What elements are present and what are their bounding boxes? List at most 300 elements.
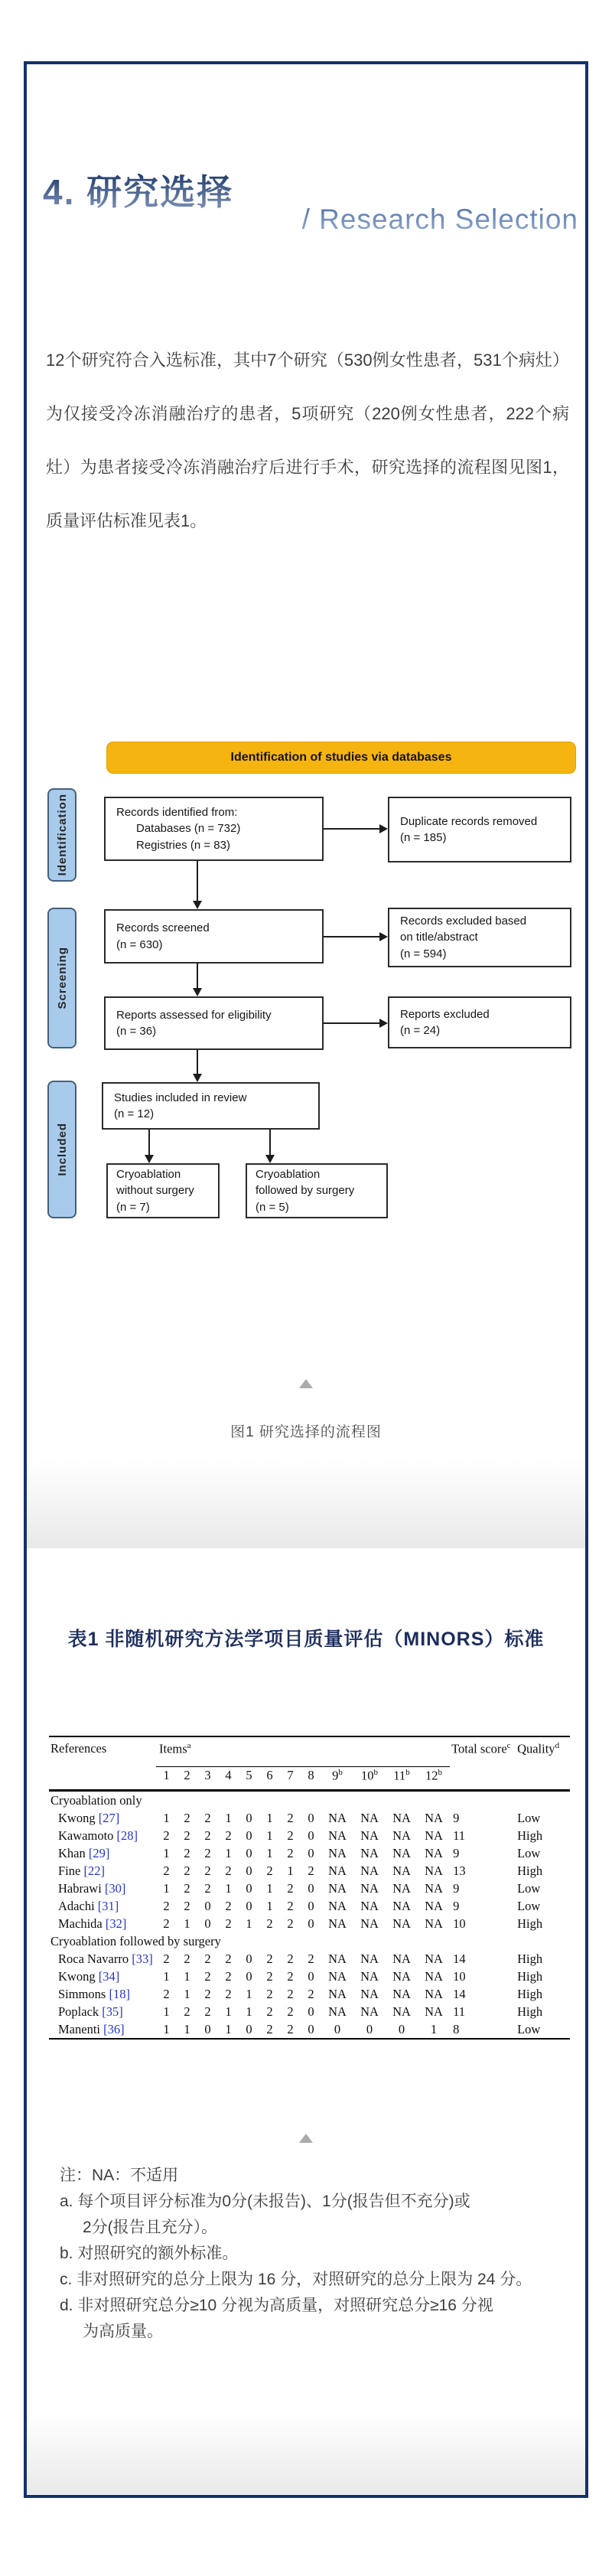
item-score-cell: NA [392, 1916, 411, 1931]
flow-box-line: Registries (n = 83) [136, 838, 230, 852]
footnote-line: d. 非对照研究总分≥10 分视为高质量，对照研究总分≥16 分视 [60, 2297, 493, 2314]
flow-box-line: Records excluded based [400, 915, 527, 928]
item-number-header: 7 [287, 1768, 294, 1782]
reference-cell [49, 1844, 156, 1862]
item-score-cell: 0 [246, 1898, 252, 1913]
table-row [49, 2003, 570, 2020]
item-score-cell: NA [360, 1845, 379, 1860]
flowchart-banner: Identification of studies via databases [106, 742, 576, 774]
item-score-cell: 1 [246, 1986, 252, 2001]
item-score-cell: 2 [225, 1828, 232, 1843]
table-section-label: Cryoablation followed by surgery [50, 1933, 221, 1948]
table-section-row [49, 1791, 570, 1810]
quality-cell: High [517, 1986, 543, 2001]
item-score-cell: 2 [225, 1951, 232, 1966]
flow-box-line: Reports excluded [400, 1007, 490, 1021]
flow-box-line: without surgery [116, 1184, 194, 1198]
item-score-cell: 2 [308, 1951, 314, 1966]
item-score-cell: 1 [246, 2004, 252, 2019]
flow-box-line: Databases (n = 732) [136, 822, 241, 836]
reference-cell [49, 1985, 156, 2003]
flow-box-studies-included [102, 1082, 320, 1130]
intro-paragraph: 12个研究符合入选标准，其中7个研究（530例女性患者，531个病灶）为仅接受冷冻消融治疗的患者，5项研究（220例女性患者，222个病灶）为患者接受冷冻消融治疗后进行手术，研究选择的流程图见图1，质量评估标准见表1。 [46, 351, 569, 530]
item-score-cell: 2 [225, 1898, 232, 1913]
item-number-header: 8 [308, 1768, 314, 1782]
footnote-marker: b [438, 1768, 443, 1777]
table-body-group1 [49, 1809, 570, 1932]
reference-name: Roca Navarro [58, 1951, 129, 1966]
item-score-cell: 0 [246, 2021, 252, 2036]
total-score-cell: 11 [453, 1828, 465, 1843]
citation-number: [31] [97, 1898, 119, 1913]
item-score-cell: NA [425, 1828, 443, 1843]
reference-cell [49, 1862, 156, 1880]
item-number-header: 5 [246, 1768, 252, 1782]
item-score-cell: NA [392, 1880, 411, 1896]
item-score-cell: 2 [204, 1986, 211, 2001]
footnote-line: 为高质量。 [83, 2323, 163, 2340]
item-score-cell: 0 [204, 1916, 211, 1931]
right-arrow-icon [324, 828, 379, 830]
quality-cell: High [517, 1916, 543, 1931]
item-score-cell: 2 [287, 1951, 294, 1966]
item-score-cell: 2 [204, 1968, 211, 1984]
item-score-cell: NA [425, 1968, 443, 1984]
quality-cell: High [517, 1951, 543, 1966]
item-score-cell: 1 [163, 1810, 170, 1825]
flow-box-records-excluded [388, 908, 571, 967]
figure-caption: 图1 研究选择的流程图 [230, 1424, 382, 1440]
reference-name: Kawamoto [58, 1828, 114, 1843]
flow-box-line: Studies included in review [114, 1091, 247, 1104]
item-score-cell: NA [328, 1951, 347, 1966]
total-score-cell: 9 [453, 1898, 460, 1913]
item-score-cell: NA [425, 1880, 443, 1896]
section-divider-gradient [27, 1459, 585, 1548]
item-score-cell: NA [392, 1898, 411, 1913]
item-score-cell: 2 [225, 1986, 232, 2001]
flow-box-line: (n = 185) [400, 831, 447, 844]
item-score-cell: 1 [266, 1845, 273, 1860]
item-score-cell: NA [328, 1916, 347, 1931]
item-score-cell: 0 [308, 1968, 314, 1984]
footnote-line: c. 非对照研究的总分上限为 16 分，对照研究的总分上限为 24 分。 [60, 2271, 532, 2288]
total-score-cell: 9 [453, 1810, 460, 1825]
footnote-line: b. 对照研究的额外标准。 [60, 2245, 239, 2262]
item-score-cell: 0 [246, 1863, 252, 1878]
table-row [49, 1950, 570, 1968]
item-score-cell: 2 [266, 1916, 273, 1931]
flow-box-cryoablation-followed-by-surgery [246, 1163, 388, 1218]
item-score-cell: 0 [246, 1880, 252, 1896]
table-title: 表1 非随机研究方法学项目质量评估（MINORS）标准 [67, 1629, 545, 1650]
quality-cell: Low [517, 1880, 541, 1896]
item-score-cell: 2 [184, 1880, 190, 1896]
table-row [49, 1880, 570, 1897]
item-score-cell: NA [425, 1845, 443, 1860]
item-score-cell: NA [392, 1845, 411, 1860]
item-number-header [353, 1767, 386, 1791]
column-header-items [156, 1736, 450, 1767]
item-score-cell: NA [328, 1898, 347, 1913]
down-arrow-icon [197, 1050, 198, 1074]
item-score-cell: NA [360, 1916, 379, 1931]
item-score-cell: 0 [246, 1845, 252, 1860]
item-score-cell: 0 [246, 1810, 252, 1825]
flow-box-line: (n = 36) [116, 1025, 157, 1038]
item-score-cell: NA [360, 1986, 379, 2001]
collapse-triangle-icon [299, 2134, 313, 2143]
total-score-cell: 8 [453, 2021, 460, 2036]
total-score-cell: 14 [453, 1951, 466, 1966]
right-arrow-icon [324, 936, 379, 937]
item-score-cell: 2 [163, 1916, 170, 1931]
flow-box-line: (n = 630) [116, 937, 163, 951]
citation-number: [36] [103, 2021, 125, 2036]
footnote-marker: a [187, 1741, 191, 1750]
item-score-cell: 2 [287, 1986, 294, 2001]
reference-name: Adachi [58, 1898, 95, 1913]
item-score-cell: NA [425, 1916, 443, 1931]
item-number-header: 1 [163, 1768, 170, 1782]
table-row [49, 1862, 570, 1880]
item-score-cell: 0 [308, 1810, 314, 1825]
item-score-cell: 0 [366, 2021, 373, 2036]
reference-cell [49, 2020, 156, 2039]
item-score-cell: NA [360, 1951, 379, 1966]
item-score-cell: 2 [184, 1828, 190, 1843]
table-row [49, 1915, 570, 1932]
item-score-cell: NA [392, 2004, 411, 2019]
flow-box-line: (n = 7) [116, 1200, 150, 1214]
citation-number: [18] [109, 1986, 130, 2001]
item-score-cell: 2 [184, 1845, 190, 1860]
page-bottom-gradient [27, 2412, 585, 2494]
flow-box-duplicates-removed [388, 797, 571, 862]
item-score-cell: 2 [184, 1951, 190, 1966]
column-header-quality [516, 1736, 570, 1791]
section-title-chinese: 4. 研究选择 [43, 165, 233, 215]
flow-box-line: (n = 5) [256, 1200, 289, 1214]
item-score-cell: NA [425, 1810, 443, 1825]
table-row [49, 2020, 570, 2039]
item-score-cell: NA [425, 1986, 443, 2001]
item-score-cell: 1 [225, 1845, 232, 1860]
item-score-cell: 2 [287, 1968, 294, 1984]
citation-number: [32] [105, 1916, 127, 1931]
item-score-cell: NA [392, 1986, 411, 2001]
citation-number: [22] [83, 1863, 105, 1878]
item-score-cell: 1 [430, 2021, 438, 2036]
item-score-cell: 1 [184, 2021, 190, 2036]
citation-number: [28] [116, 1828, 138, 1843]
item-score-cell: NA [425, 1898, 443, 1913]
item-score-cell: 1 [184, 1968, 190, 1984]
flow-box-records-screened [104, 909, 324, 964]
flow-box-line: Cryoablation [256, 1168, 321, 1182]
item-score-cell: 2 [308, 1863, 314, 1878]
down-arrow-icon [197, 964, 198, 988]
item-score-cell: 0 [308, 1880, 314, 1896]
item-score-cell: 2 [287, 2004, 294, 2019]
item-score-cell: 2 [184, 1863, 190, 1878]
reference-name: Simmons [58, 1986, 106, 2001]
citation-number: [33] [132, 1951, 153, 1966]
item-score-cell: 1 [225, 1880, 232, 1896]
item-score-cell: NA [392, 1968, 411, 1984]
item-score-cell: 1 [163, 2021, 170, 2036]
item-score-cell: 2 [184, 2004, 190, 2019]
item-score-cell: NA [360, 1863, 379, 1878]
item-score-cell: 2 [266, 1986, 273, 2001]
item-number-header: 3 [204, 1768, 211, 1782]
footnote-marker: c [506, 1741, 511, 1750]
item-score-cell: 1 [225, 2004, 232, 2019]
item-score-cell: NA [392, 1810, 411, 1825]
section-title-english: / Research Selection [301, 204, 578, 235]
item-score-cell: 0 [308, 1828, 314, 1843]
reference-cell [49, 1897, 156, 1915]
quality-cell: High [517, 1968, 543, 1984]
stage-label-identification [47, 788, 76, 882]
footnote-marker: b [338, 1768, 343, 1777]
item-score-cell: 1 [225, 2021, 232, 2036]
item-score-cell: 1 [184, 1916, 190, 1931]
item-score-cell: 2 [266, 1863, 273, 1878]
reference-cell [49, 1809, 156, 1827]
flow-box-reports-assessed [104, 996, 324, 1050]
item-number-header [386, 1767, 418, 1791]
reference-cell [49, 1827, 156, 1844]
item-number-header: 4 [225, 1768, 232, 1782]
item-score-cell: 0 [308, 1845, 314, 1860]
stage-label-screening [47, 908, 76, 1048]
item-score-cell: 2 [266, 2021, 273, 2036]
item-score-cell: 2 [204, 1863, 211, 1878]
item-score-cell: 1 [163, 1880, 170, 1896]
footnote-line: 2分(报告且充分）。 [83, 2219, 218, 2236]
item-score-cell: 0 [246, 1951, 252, 1966]
item-score-cell: 1 [163, 1845, 170, 1860]
item-number: 9 [332, 1768, 339, 1783]
item-score-cell: NA [425, 1951, 443, 1966]
item-score-cell: 2 [287, 1828, 294, 1843]
flow-box-line: Cryoablation [116, 1168, 181, 1182]
item-score-cell: 0 [308, 2021, 314, 2036]
item-score-cell: 1 [163, 1968, 170, 1984]
item-score-cell: 2 [163, 1828, 170, 1843]
citation-number: [27] [98, 1810, 120, 1825]
footnote-line: a. 每个项目评分标准为0分(未报告)、1分(报告但不充分)或 [60, 2193, 470, 2210]
item-score-cell: 2 [204, 1880, 211, 1896]
down-arrow-icon [148, 1130, 150, 1155]
item-score-cell: 2 [225, 1863, 232, 1878]
item-score-cell: NA [328, 1863, 347, 1878]
table-section-row [49, 1932, 570, 1950]
citation-number: [35] [102, 2004, 123, 2019]
flow-box-line: followed by surgery [256, 1184, 355, 1198]
quality-cell: Low [517, 1898, 541, 1913]
total-score-cell: 10 [453, 1916, 466, 1931]
right-arrow-icon [324, 1022, 379, 1024]
item-score-cell: 0 [204, 1898, 211, 1913]
item-score-cell: NA [360, 1968, 379, 1984]
item-score-cell: 2 [184, 1810, 190, 1825]
item-score-cell: 2 [204, 1951, 211, 1966]
item-score-cell: NA [328, 1810, 347, 1825]
reference-name: Khan [58, 1845, 86, 1860]
quality-cell: Low [517, 1810, 541, 1825]
item-number: 11 [393, 1768, 406, 1783]
footnote-marker: b [373, 1768, 378, 1777]
reference-cell [49, 2003, 156, 2020]
item-score-cell: 2 [225, 1968, 232, 1984]
footnote-line: 注：NA：不适用 [60, 2167, 179, 2184]
item-score-cell: 2 [163, 1986, 170, 2001]
item-score-cell: 2 [287, 1845, 294, 1860]
footnote-marker: d [555, 1741, 560, 1750]
item-score-cell: 0 [308, 1898, 314, 1913]
reference-cell [49, 1950, 156, 1968]
collapse-triangle-icon [299, 1379, 313, 1388]
reference-name: Manenti [58, 2021, 100, 2036]
item-score-cell: 2 [204, 2004, 211, 2019]
item-score-cell: 0 [246, 1968, 252, 1984]
item-score-cell: 0 [308, 2004, 314, 2019]
item-score-cell: NA [360, 1828, 379, 1843]
item-score-cell: NA [360, 1880, 379, 1896]
item-score-cell: NA [425, 1863, 443, 1878]
item-number-header [418, 1767, 450, 1791]
reference-cell [49, 1915, 156, 1932]
item-score-cell: 1 [266, 1898, 273, 1913]
item-score-cell: 1 [246, 1916, 252, 1931]
reference-name: Fine [58, 1863, 81, 1878]
column-header-total-label: Total score [451, 1741, 507, 1756]
item-score-cell: NA [360, 2004, 379, 2019]
minors-table [49, 1736, 570, 2040]
reference-name: Poplack [58, 2004, 99, 2019]
table-row [49, 1827, 570, 1844]
flow-box-line: Records identified from: [116, 806, 238, 820]
column-header-total-score [450, 1736, 516, 1791]
item-number-header [321, 1767, 353, 1791]
item-score-cell: 0 [246, 1828, 252, 1843]
reference-cell [49, 1968, 156, 1985]
column-header-items-label: Items [159, 1741, 187, 1756]
flow-box-line: on title/abstract [400, 931, 478, 944]
item-score-cell: 0 [204, 2021, 211, 2036]
item-score-cell: 2 [225, 1916, 232, 1931]
table-row [49, 1844, 570, 1862]
total-score-cell: 11 [453, 2004, 465, 2019]
item-score-cell: 2 [163, 1951, 170, 1966]
reference-cell [49, 1880, 156, 1897]
down-arrow-icon [197, 861, 198, 901]
reference-name: Machida [58, 1916, 103, 1931]
footnote-marker: b [405, 1768, 410, 1777]
citation-number: [34] [98, 1968, 120, 1984]
table-row [49, 1809, 570, 1827]
item-number-header: 6 [266, 1768, 273, 1782]
item-score-cell: 2 [287, 2021, 294, 2036]
item-score-cell: 2 [308, 1986, 314, 2001]
stage-label-text: Screening [55, 947, 69, 1009]
item-score-cell: NA [328, 1845, 347, 1860]
item-score-cell: NA [328, 1828, 347, 1843]
item-score-cell: 2 [287, 1916, 294, 1931]
item-score-cell: 1 [163, 2004, 170, 2019]
quality-cell: High [517, 2004, 543, 2019]
table-section-label: Cryoablation only [50, 1792, 142, 1808]
item-score-cell: NA [328, 1968, 347, 1984]
item-score-cell: NA [392, 1951, 411, 1966]
flow-box-line: (n = 24) [400, 1024, 441, 1037]
column-header-references: References [50, 1741, 107, 1756]
item-score-cell: 1 [225, 1810, 232, 1825]
item-score-cell: 2 [266, 1951, 273, 1966]
item-score-cell: 1 [184, 1986, 190, 2001]
down-arrow-icon [269, 1130, 271, 1155]
citation-number: [29] [88, 1845, 110, 1860]
flow-box-line: (n = 594) [400, 947, 447, 960]
table-row [49, 1985, 570, 2003]
item-score-cell: NA [360, 1898, 379, 1913]
table-row [49, 1968, 570, 1985]
total-score-cell: 14 [453, 1986, 466, 2001]
reference-name: Kwong [58, 1810, 96, 1825]
item-score-cell: 2 [184, 1898, 190, 1913]
flow-box-line: Duplicate records removed [400, 814, 538, 828]
stage-label-included [47, 1081, 76, 1218]
item-score-cell: 0 [334, 2021, 341, 2036]
item-number-header: 2 [184, 1768, 190, 1782]
table-header [49, 1736, 570, 1791]
table-footnotes [60, 2163, 572, 2345]
item-score-cell: 2 [287, 1898, 294, 1913]
total-score-cell: 9 [453, 1880, 460, 1896]
item-score-cell: 2 [204, 1845, 211, 1860]
item-score-cell: 1 [287, 1863, 294, 1878]
item-score-cell: 1 [266, 1810, 273, 1825]
item-score-cell: NA [360, 1810, 379, 1825]
item-score-cell: 2 [266, 2004, 273, 2019]
item-score-cell: 2 [287, 1880, 294, 1896]
item-score-cell: NA [328, 2004, 347, 2019]
citation-number: [30] [104, 1880, 126, 1896]
flow-box-reports-excluded [388, 996, 571, 1048]
item-score-cell: NA [328, 1986, 347, 2001]
total-score-cell: 9 [453, 1845, 460, 1860]
flow-box-line: Reports assessed for eligibility [116, 1008, 272, 1022]
item-score-cell: NA [425, 2004, 443, 2019]
quality-cell: High [517, 1863, 543, 1878]
table-row [49, 1897, 570, 1915]
item-score-cell: 2 [163, 1898, 170, 1913]
stage-label-text: Identification [55, 794, 69, 876]
reference-name: Habrawi [58, 1880, 102, 1896]
quality-cell: Low [517, 1845, 541, 1860]
item-score-cell: 1 [266, 1880, 273, 1896]
item-score-cell: NA [328, 1880, 347, 1896]
item-score-cell: 1 [266, 1828, 273, 1843]
total-score-cell: 13 [453, 1863, 466, 1878]
item-number: 12 [425, 1768, 438, 1783]
item-score-cell: 2 [204, 1810, 211, 1825]
item-score-cell: NA [392, 1863, 411, 1878]
item-score-cell: 2 [204, 1828, 211, 1843]
item-number: 10 [361, 1768, 374, 1783]
